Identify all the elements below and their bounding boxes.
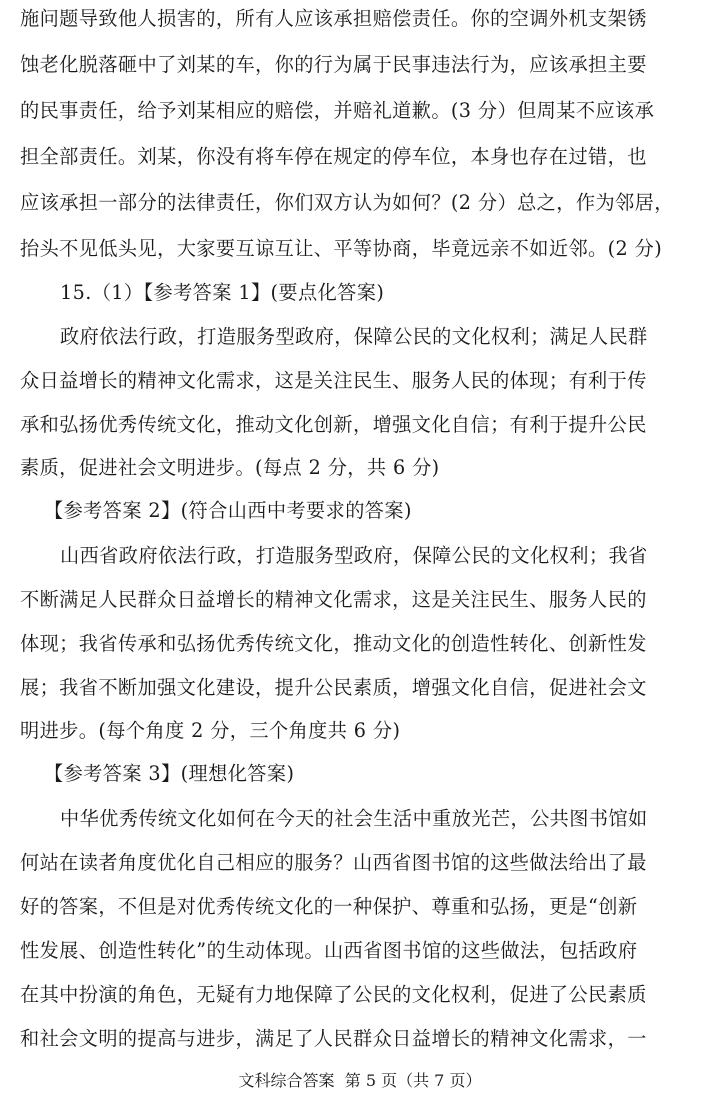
answer-heading: 【参考答案 2】(符合山西中考要求的答案) bbox=[44, 500, 412, 522]
text-line: 担全部责任。刘某，你没有将车停在规定的停车位，本身也存在过错，也 bbox=[20, 146, 647, 168]
question-heading: 15.（1）【参考答案 1】(要点化答案) bbox=[60, 282, 385, 304]
text-line: 不断满足人民群众日益增长的精神文化需求，这是关注民生、服务人民的 bbox=[20, 589, 647, 611]
footer-label: 文科综合答案 bbox=[238, 1071, 335, 1090]
text-line: 中华优秀传统文化如何在今天的社会生活中重放光芒，公共图书馆如 bbox=[60, 808, 648, 830]
text-line: 体现；我省传承和弘扬优秀传统文化，推动文化的创造性转化、创新性发 bbox=[20, 633, 647, 655]
text-line: 何站在读者角度优化自己相应的服务？山西省图书馆的这些做法给出了最 bbox=[20, 852, 647, 874]
text-line: 在其中扮演的角色，无疑有力地保障了公民的文化权利，促进了公民素质 bbox=[20, 984, 647, 1006]
text-line: 抬头不见低头见，大家要互谅互让、平等协商，毕竟远亲不如近邻。(2 分) bbox=[20, 238, 663, 260]
text-line: 素质，促进社会文明进步。(每点 2 分，共 6 分) bbox=[20, 457, 440, 479]
text-line: 应该承担一部分的法律责任，你们双方认为如何？(2 分）总之，作为邻居， bbox=[20, 192, 674, 214]
text-line: 和社会文明的提高与进步，满足了人民群众日益增长的精神文化需求，一 bbox=[20, 1028, 647, 1050]
text-line: 政府依法行政，打造服务型政府，保障公民的文化权利；满足人民群 bbox=[60, 326, 648, 348]
text-line: 展；我省不断加强文化建设，提升公民素质，增强文化自信，促进社会文 bbox=[20, 677, 647, 699]
text-line: 施问题导致他人损害的，所有人应该承担赔偿责任。你的空调外机支架锈 bbox=[20, 8, 647, 30]
footer-page-number: 第 5 页（共 7 页） bbox=[344, 1071, 482, 1090]
text-line: 山西省政府依法行政，打造服务型政府，保障公民的文化权利；我省 bbox=[60, 545, 648, 567]
text-line: 好的答案，不但是对优秀传统文化的一种保护、尊重和弘扬，更是“创新 bbox=[20, 896, 638, 918]
text-line: 明进步。(每个角度 2 分，三个角度共 6 分) bbox=[20, 720, 401, 742]
text-line: 承和弘扬优秀传统文化，推动文化创新，增强文化自信；有利于提升公民 bbox=[20, 414, 647, 436]
answer-heading: 【参考答案 3】(理想化答案) bbox=[44, 763, 295, 785]
text-line: 众日益增长的精神文化需求，这是关注民生、服务人民的体现；有利于传 bbox=[20, 370, 647, 392]
page-footer bbox=[0, 1071, 720, 1091]
text-line: 性发展、创造性转化”的生动体现。山西省图书馆的这些做法，包括政府 bbox=[20, 940, 638, 962]
text-line: 蚀老化脱落砸中了刘某的车，你的行为属于民事违法行为，应该承担主要 bbox=[20, 54, 647, 76]
text-line: 的民事责任，给予刘某相应的赔偿，并赔礼道歉。(3 分）但周某不应该承 bbox=[20, 100, 655, 122]
